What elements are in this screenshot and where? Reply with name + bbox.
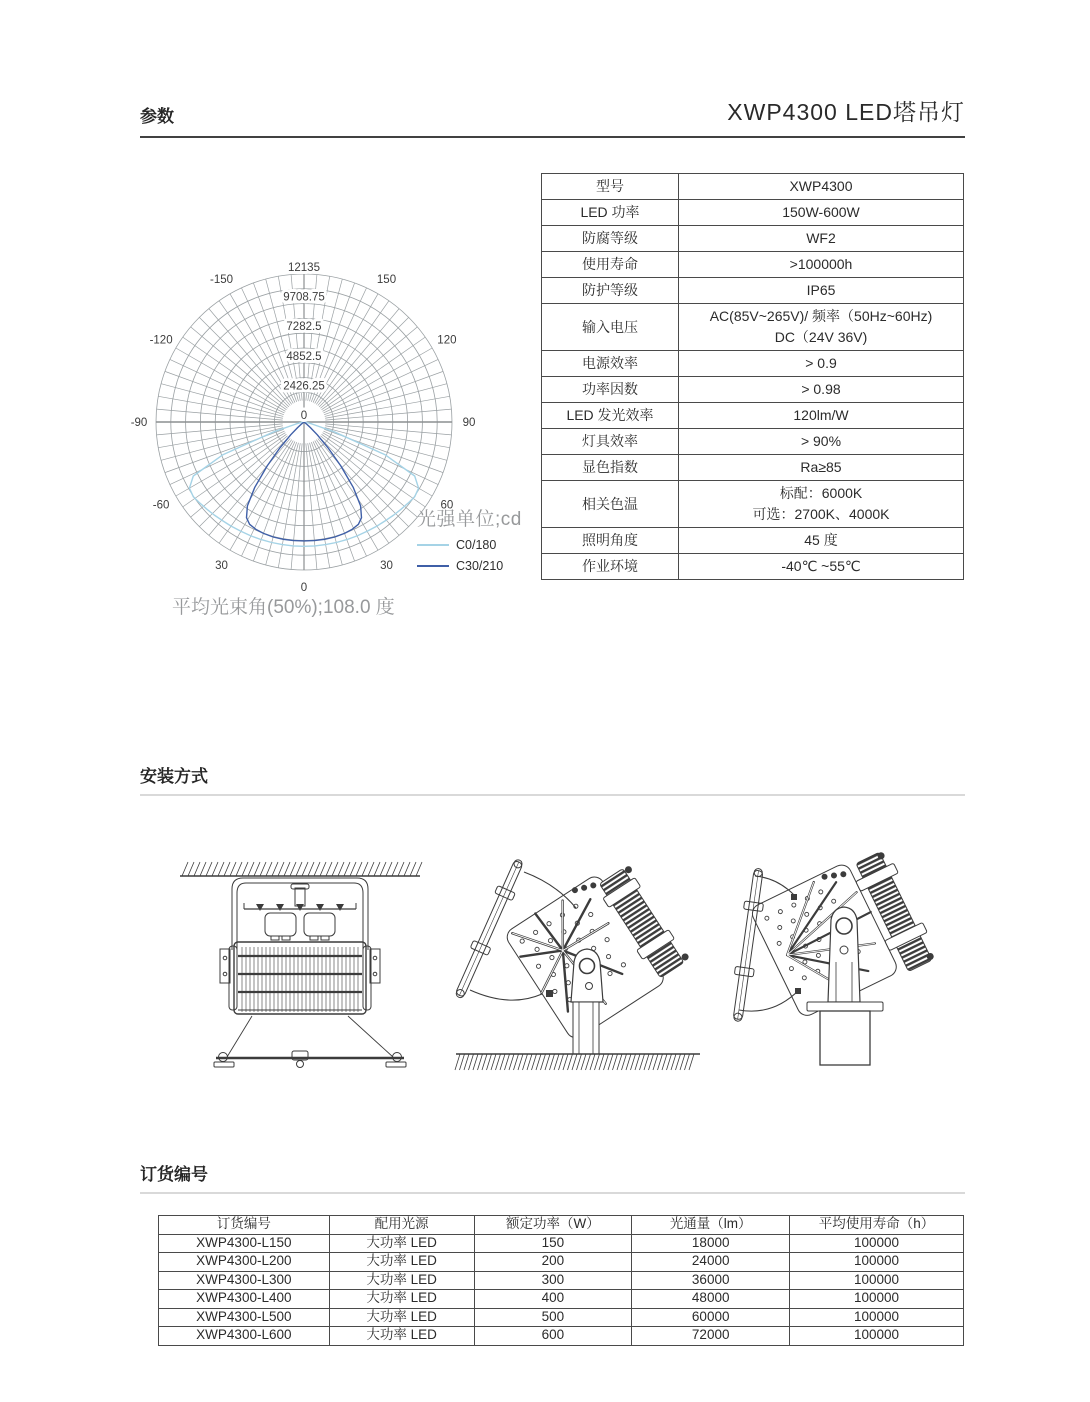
order-cell: 大功率 LED [329,1290,474,1309]
hanger-yoke-inner [237,883,363,950]
order-cell: 48000 [632,1290,790,1309]
install-divider [140,794,965,796]
svg-text:120: 120 [437,334,457,347]
spec-label: 输入电压 [542,304,679,351]
page-header [140,94,965,138]
svg-text:0: 0 [300,410,308,422]
spec-row [542,429,964,455]
spec-label: 相关色温 [542,481,679,528]
order-row [159,1234,964,1253]
spec-row [542,403,964,429]
svg-text:9708.75: 9708.75 [283,291,325,304]
spec-label: LED 功率 [542,200,679,226]
spec-row [542,278,964,304]
order-cell: XWP4300-L600 [159,1327,330,1346]
ground-hatch [455,1054,694,1070]
spec-label: LED 发光效率 [542,403,679,429]
order-col-header: 平均使用寿命（h） [790,1216,964,1235]
order-cell: XWP4300-L300 [159,1271,330,1290]
cable-bottom [470,990,542,1000]
spec-label: 使用寿命 [542,252,679,278]
order-cell: 100000 [790,1253,964,1272]
spec-label: 作业环境 [542,554,679,580]
spec-value: 150W-600W [679,200,964,226]
connector-bolts [571,876,598,899]
section-order-heading: 订货编号 [140,1165,208,1184]
order-cell: 24000 [632,1253,790,1272]
order-cell: XWP4300-L400 [159,1290,330,1309]
order-cell: 72000 [632,1327,790,1346]
order-row [159,1327,964,1346]
order-col-header: 配用光源 [329,1216,474,1235]
install-drawing-ceiling-mount [170,852,430,1082]
order-cell: 大功率 LED [329,1327,474,1346]
glare-shield-bar [728,867,768,1022]
spec-row [542,528,964,554]
order-cell: 大功率 LED [329,1234,474,1253]
order-divider [140,1192,965,1194]
spec-row [542,200,964,226]
order-table [158,1215,964,1346]
bolt-marks [256,904,344,911]
spec-row [542,377,964,403]
spec-label: 功率因数 [542,377,679,403]
order-cell: 100000 [790,1308,964,1327]
spec-row [542,226,964,252]
svg-text:-150: -150 [209,274,234,287]
spec-label: 电源效率 [542,351,679,377]
beam-cone-lines [227,1016,393,1057]
svg-text:30: 30 [380,559,393,572]
spec-value: Ra≥85 [679,455,964,481]
install-drawing-pedestal-mount [703,850,968,1080]
svg-text:60: 60 [440,499,454,512]
order-cell: 60000 [632,1308,790,1327]
spec-value: 120lm/W [679,403,964,429]
spec-row [542,252,964,278]
c30-210-line-swatch [417,565,449,567]
order-cell: XWP4300-L500 [159,1308,330,1327]
order-cell: XWP4300-L200 [159,1253,330,1272]
section-install-heading: 安装方式 [140,767,208,786]
tilt-yoke [571,949,603,1002]
order-cell: 100000 [790,1271,964,1290]
spec-row [542,351,964,377]
flange-plate [807,1002,883,1011]
spec-value: WF2 [679,226,964,252]
spec-value: AC(85V~265V)/ 频率（50Hz~60Hz) DC（24V 36V) [679,304,964,351]
order-cell: 大功率 LED [329,1308,474,1327]
legend-title: 光强单位;cd [417,509,522,530]
order-cell: 36000 [632,1271,790,1290]
svg-text:90: 90 [462,417,476,429]
svg-text:-90: -90 [130,417,148,429]
legend-item-c30-210 [417,559,557,573]
spec-row [542,554,964,580]
order-cell: 300 [474,1271,632,1290]
glare-shield-bar [450,856,528,1001]
legend-label: C0/180 [456,538,497,552]
order-row [159,1308,964,1327]
doc-title: XWP4300 LED塔吊灯 [727,99,965,125]
order-row [159,1290,964,1309]
legend-item-c0-180 [417,538,557,552]
pedestal-block [820,1011,870,1065]
spec-value: 标配：6000K 可选：2700K、4000K [679,481,964,528]
section-params-label: 参数 [140,107,174,126]
order-cell: 大功率 LED [329,1271,474,1290]
spec-value: > 90% [679,429,964,455]
order-row [159,1253,964,1272]
beam-angle-caption: 平均光束角(50%);108.0 度 [172,597,395,618]
svg-text:2426.25: 2426.25 [283,380,325,393]
order-cell: 18000 [632,1234,790,1253]
install-drawing-ground-tilt [438,850,718,1080]
svg-text:-120: -120 [149,334,173,347]
order-cell: 600 [474,1327,632,1346]
order-cell: 大功率 LED [329,1253,474,1272]
ceiling-hatch [182,862,422,876]
svg-text:12135: 12135 [288,262,320,274]
order-col-header: 额定功率（W） [474,1216,632,1235]
spec-value: > 0.98 [679,377,964,403]
spec-value: -40℃ ~55℃ [679,554,964,580]
svg-text:4852.5: 4852.5 [286,350,322,363]
order-cell: 100000 [790,1290,964,1309]
order-cell: 100000 [790,1234,964,1253]
order-cell: 100000 [790,1327,964,1346]
cable-top [524,872,576,908]
spec-label: 显色指数 [542,455,679,481]
spec-row [542,174,964,200]
legend-label: C30/210 [456,559,504,573]
spec-label: 灯具效率 [542,429,679,455]
svg-text:7282.5: 7282.5 [286,321,322,334]
heatsink-block [599,869,683,978]
mount-post [573,1002,599,1054]
eyebolt-stem [295,888,305,906]
order-col-header: 订货编号 [159,1216,330,1235]
spec-row [542,455,964,481]
driver-box-left [265,913,296,936]
svg-text:-60: -60 [152,499,170,512]
spec-label: 型号 [542,174,679,200]
order-cell: 400 [474,1290,632,1309]
svg-text:0: 0 [300,582,308,594]
chart-legend [417,504,557,573]
spec-value: 45 度 [679,528,964,554]
svg-text:30: 30 [215,559,228,572]
spec-table [541,173,964,580]
c0-180-line-swatch [417,544,449,546]
driver-box-right [304,913,335,936]
spec-row [542,304,964,351]
order-cell: 150 [474,1234,632,1253]
order-col-header: 光通量（lm） [632,1216,790,1235]
spec-value: >100000h [679,252,964,278]
spec-label: 防护等级 [542,278,679,304]
order-row [159,1271,964,1290]
spec-value: IP65 [679,278,964,304]
spec-label: 照明角度 [542,528,679,554]
spec-value: > 0.9 [679,351,964,377]
order-cell: XWP4300-L150 [159,1234,330,1253]
order-cell: 500 [474,1308,632,1327]
spec-label: 防腐等级 [542,226,679,252]
spec-value: XWP4300 [679,174,964,200]
spec-row [542,481,964,528]
svg-text:150: 150 [376,274,397,287]
order-cell: 200 [474,1253,632,1272]
order-table-header-row [159,1216,964,1235]
